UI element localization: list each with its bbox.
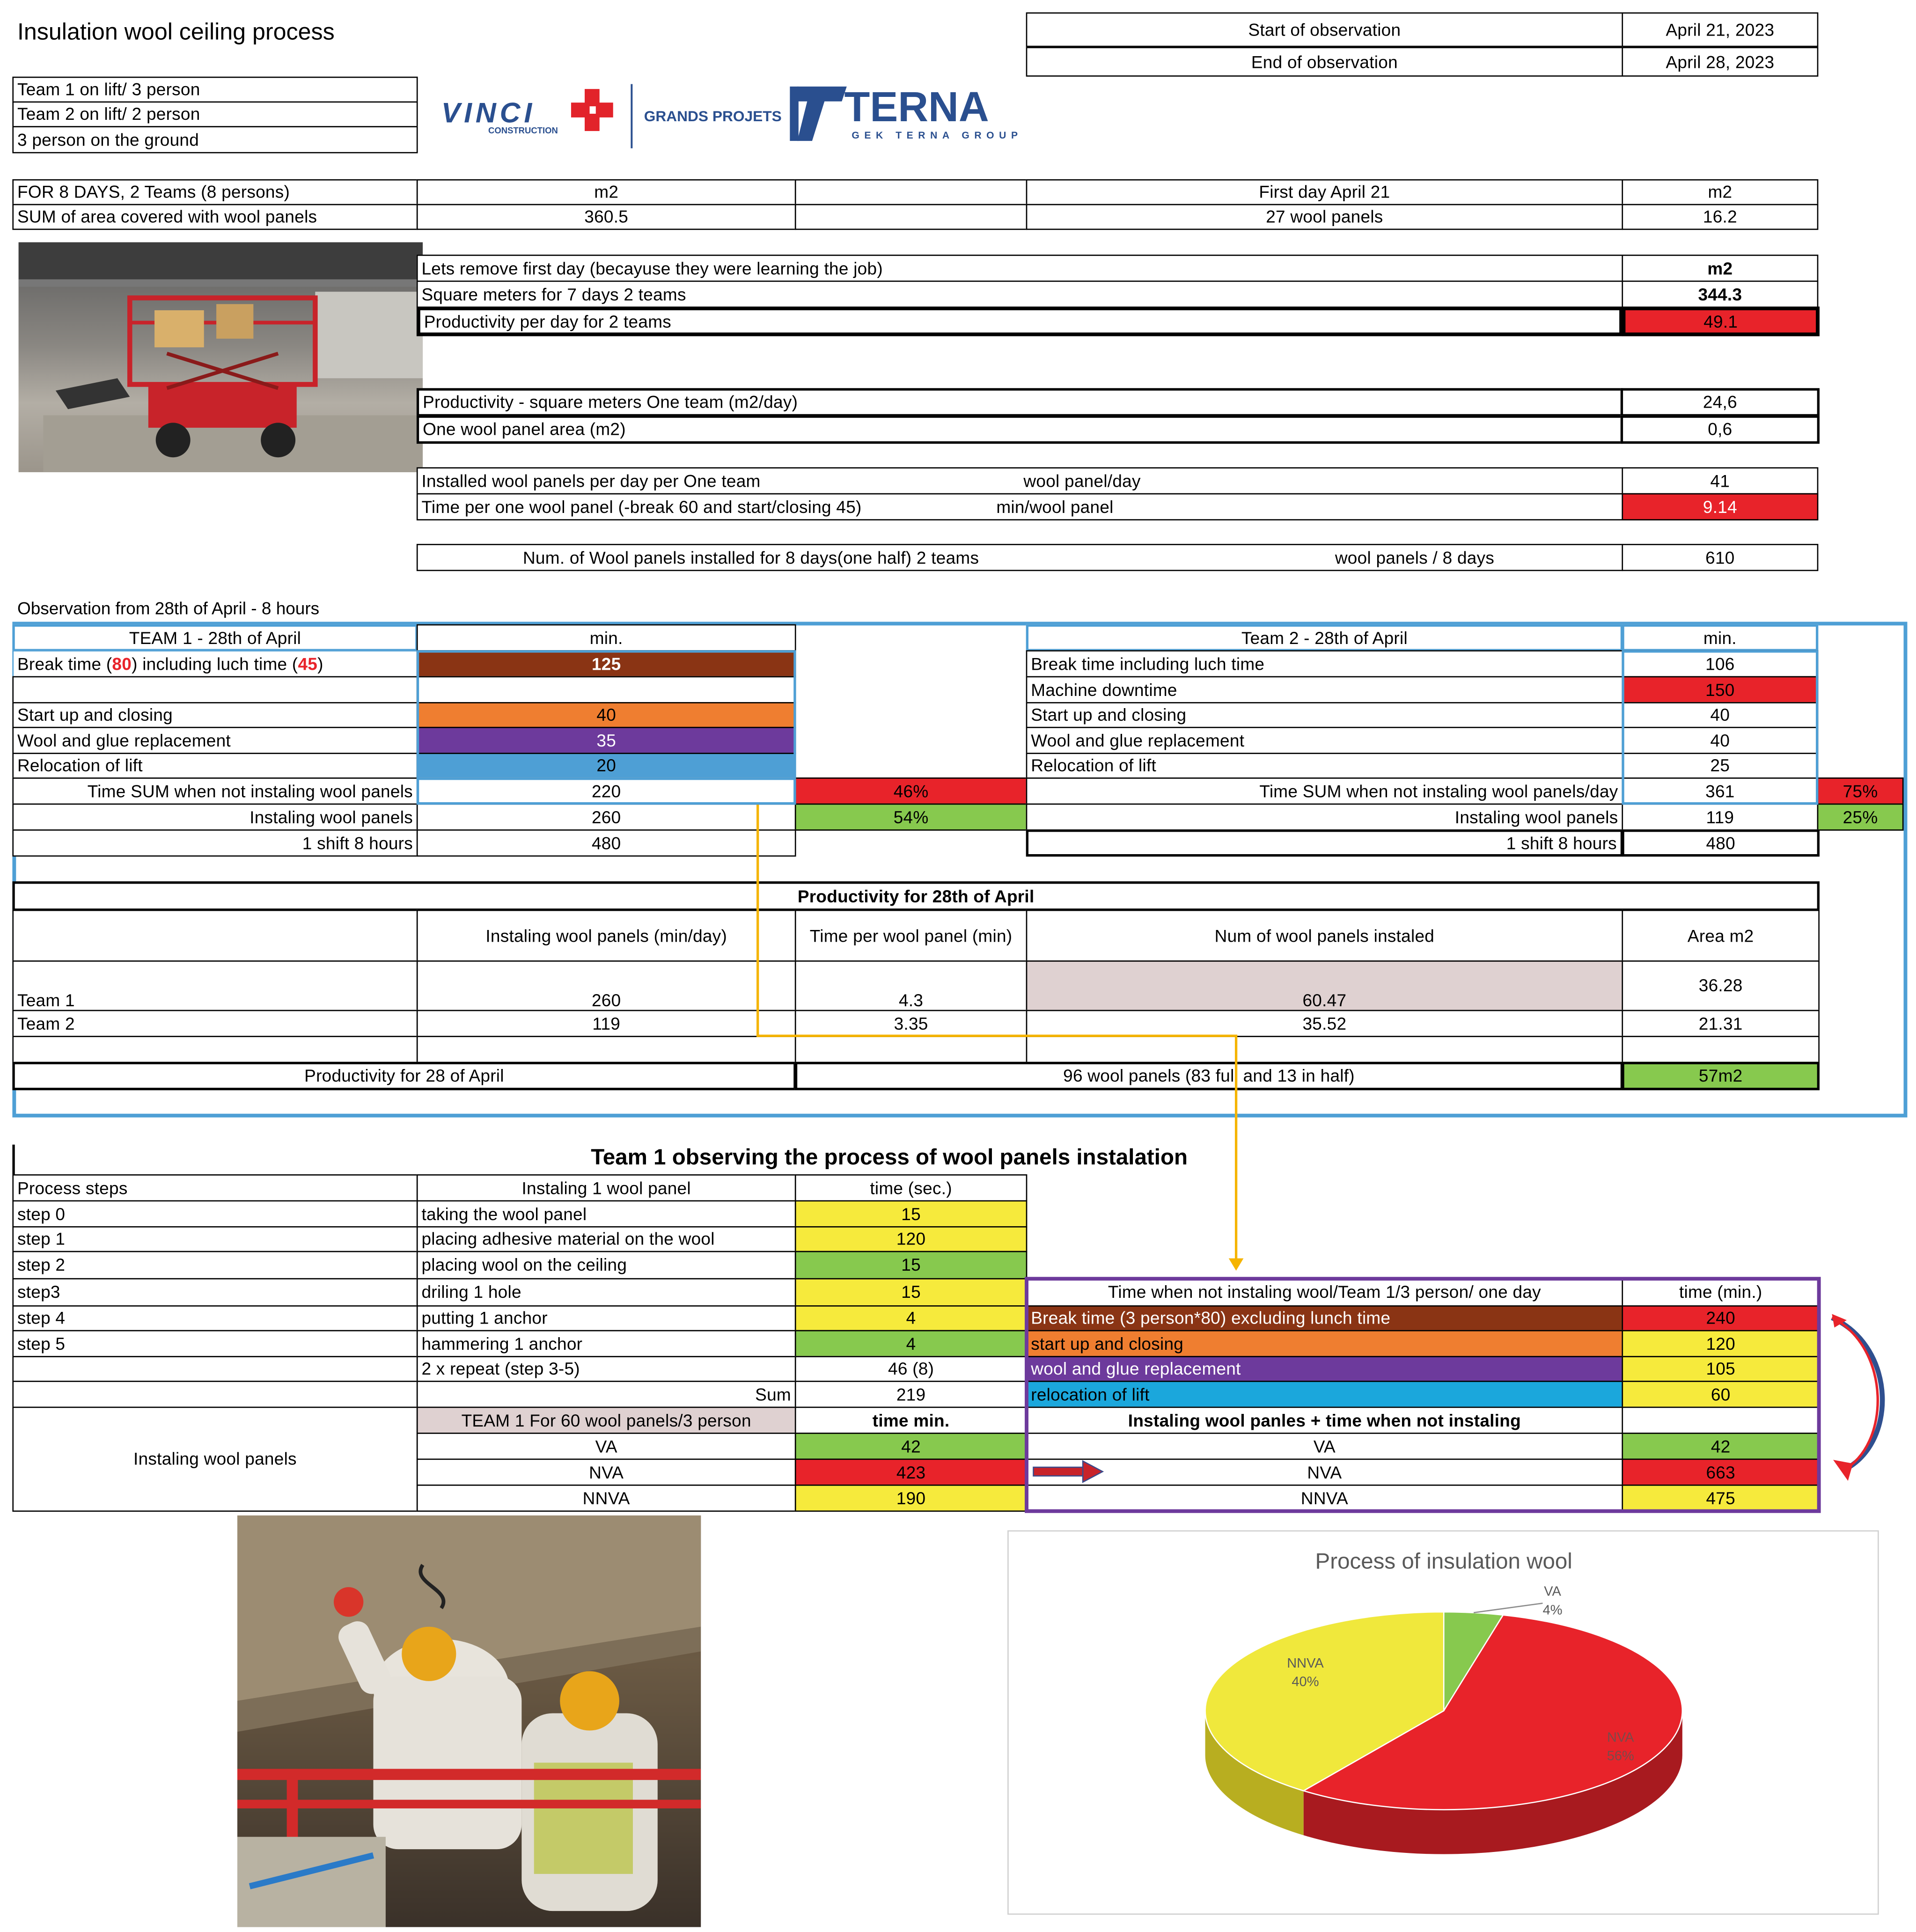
process-head-time: time (sec.) [795,1174,1027,1201]
prod28-total-panels: 96 wool panels (83 full and 13 in half) [795,1062,1623,1090]
prod-r4-value: 24,6 [1621,388,1820,417]
process-step-5-time: 4 [795,1330,1027,1357]
process-group-label: Instaling wool panels [12,1407,418,1512]
vinci-logo [441,84,782,148]
prod28-team1-label: Team 1 [12,960,418,1011]
team2-wool-value: 40 [1622,727,1818,754]
team2-installing-label: Instaling wool panels [1026,804,1623,831]
pie-leader-line [1474,1603,1542,1613]
svg-text:VINCI: VINCI [441,96,536,129]
pie-chart [1009,1531,1878,1913]
notinst-startup-label: start up and closing [1026,1330,1623,1357]
process-step-0-time: 15 [795,1200,1027,1228]
notinst-va-value: 42 [1622,1433,1819,1460]
prod-r6-label [417,467,1623,494]
notinst-header-unit: time (min.) [1622,1278,1819,1307]
prod28-team1-area: 36.28 [1622,960,1819,1011]
svg-text:GRANDS PROJETS: GRANDS PROJETS [644,107,782,124]
process-step-3-task: driling 1 hole [417,1278,796,1307]
process-step-3-time: 15 [795,1278,1027,1307]
prod-r1-value: m2 [1622,255,1818,282]
notinst-subheader: Instaling wool panles + time when not instaling [1026,1407,1623,1434]
prod28-blank-1 [417,1036,796,1063]
process-head-task: Instaling 1 wool panel [417,1174,796,1201]
prod28-head-1: Instaling wool panels (min/day) [417,910,796,962]
team1-shift-value: 480 [417,829,796,856]
team1-nva-label: NVA [417,1458,796,1486]
svg-text:GEK TERNA GROUP: GEK TERNA GROUP [852,130,1023,141]
team1-relocation-value: 20 [417,753,796,778]
observation-title: Observation from 28th of April - 8 hours [17,598,320,618]
svg-text:CONSTRUCTION: CONSTRUCTION [488,125,558,136]
notinst-subheader-blank [1622,1407,1819,1434]
process-step-5-name: step 5 [12,1330,418,1357]
process-step-2-name: step 2 [12,1251,418,1280]
process-step-0-task: taking the wool panel [417,1200,796,1228]
process-sum-value: 219 [795,1381,1027,1408]
process-sum-name [12,1381,418,1408]
notinst-va-label: VA [1026,1433,1623,1460]
prod-r5-label: One wool panel area (m2) [417,415,1623,444]
notinst-wool-label: wool and glue replacement [1026,1356,1623,1382]
team1-sum-pct: 46% [795,777,1027,805]
svg-text:TERNA: TERNA [844,83,989,131]
team2-downtime-label: Machine downtime [1026,676,1623,703]
end-observation-label: End of observation [1026,47,1623,76]
team1-startup-value: 40 [417,702,796,728]
notinst-header-label: Time when not instaling wool/Team 1/3 person/ one day [1026,1278,1623,1307]
pie-label-nnva-pct: 40% [1292,1674,1319,1690]
team1-sum-label: Time SUM when not instaling wool panels [12,777,418,805]
notinst-relocation-value: 60 [1622,1381,1819,1408]
team2-shift-value: 480 [1622,829,1819,856]
summary-r1-c5: m2 [1622,179,1818,205]
terna-logo [790,84,1022,141]
pie-title: Process of insulation wool [1315,1549,1572,1574]
process-title: Team 1 observing the process of wool panels instalation [591,1144,1188,1170]
prod-r7-label [417,493,1623,520]
prod28-team2-num: 35.52 [1026,1010,1623,1037]
prod28-blank-3 [1026,1036,1623,1063]
prod-r8-value: 610 [1622,544,1818,571]
team1-va-value: 42 [795,1433,1027,1460]
prod28-team2-label: Team 2 [12,1010,418,1037]
prod28-head-3: Num of wool panels instaled [1026,910,1623,962]
start-observation-label: Start of observation [1026,12,1623,47]
team2-sum-label: Time SUM when not instaling wool panels/day [1026,777,1623,805]
notinst-nnva-label: NNVA [1026,1485,1623,1512]
process-step-5-task: hammering 1 anchor [417,1330,796,1357]
pie-label-va-pct: 4% [1542,1603,1563,1618]
prod28-title: Productivity for 28th of April [12,881,1820,911]
process-repeat-name [12,1356,418,1382]
process-step-4-time: 4 [795,1305,1027,1331]
team1-wool-value: 35 [417,727,796,754]
team-info-1: Team 1 on lift/ 3 person [12,77,418,102]
process-step-4-name: step 4 [12,1305,418,1331]
team1-break-label [12,650,418,677]
team1-wool-label: Wool and glue replacement [12,727,418,754]
summary-r1-c2: m2 [417,179,796,205]
team1-nnva-label: NNVA [417,1485,796,1512]
summary-r2-c4: 27 wool panels [1026,204,1623,230]
notinst-nnva-value: 475 [1622,1485,1819,1512]
team1-break-num1: 80 [112,654,132,674]
prod-r4-label: Productivity - square meters One team (m2/day) [417,388,1623,417]
prod28-blank-0 [12,1036,418,1063]
team1-break-text-b: ) including luch time ( [132,654,298,674]
process-step-1-time: 120 [795,1226,1027,1252]
prod-r7-text: Time per one wool panel (-break 60 and start/closing 45) [421,497,862,517]
team1-va-label: VA [417,1433,796,1460]
team1-break-value: 125 [417,650,796,677]
team-info-3: 3 person on the ground [12,126,418,153]
workers-photo [237,1515,701,1927]
team1-installing-value: 260 [417,804,796,831]
summary-r2-c3 [795,204,1027,230]
pie-label-nva-name: NVA [1607,1730,1634,1745]
team1-installing-pct: 54% [795,804,1027,831]
team2-downtime-value: 150 [1622,676,1818,703]
team1-installing-label: Instaling wool panels [12,804,418,831]
prod-r5-value: 0,6 [1621,415,1820,444]
prod-r8-text: Num. of Wool panels installed for 8 days(one half) 2 teams [522,547,979,568]
team1-empty-value [417,676,796,703]
team1-relocation-label: Relocation of lift [12,753,418,778]
team2-installing-pct: 25% [1817,804,1904,831]
summary-r1-c1: FOR 8 DAYS, 2 Teams (8 persons) [12,179,418,205]
pie-label-nnva-name: NNVA [1287,1655,1324,1671]
team1-break-text-c: ) [317,654,323,674]
prod28-team2-area: 21.31 [1622,1010,1819,1037]
prod-r6-text: Installed wool panels per day per One team [421,471,761,491]
summary-r1-c3 [795,179,1027,205]
team2-sum-pct: 75% [1817,777,1904,805]
curved-arrow-icon [1832,1314,1882,1481]
team2-unit: min. [1622,624,1818,651]
prod28-team1-time: 4.3 [795,960,1027,1011]
prod-r2-value: 344.3 [1622,281,1818,308]
summary-r2-c2: 360.5 [417,204,796,230]
pie-label-nva-pct: 56% [1607,1748,1634,1764]
page-title: Insulation wool ceiling process [17,20,335,46]
team2-header: Team 2 - 28th of April [1026,624,1623,651]
prod28-total-area: 57m2 [1622,1062,1819,1090]
team2-break-label: Break time including luch time [1026,650,1623,677]
team1-break-text-a: Break time ( [17,654,112,674]
process-repeat-task: 2 x repeat (step 3-5) [417,1356,796,1382]
notinst-break-value: 240 [1622,1305,1819,1331]
prod28-blank-2 [795,1036,1027,1063]
summary-r1-c4: First day April 21 [1026,179,1623,205]
team1-startup-label: Start up and closing [12,702,418,728]
prod-r6-value: 41 [1622,467,1818,494]
process-step-2-task: placing wool on the ceiling [417,1251,796,1280]
process-step-3-name: step3 [12,1278,418,1307]
team2-startup-value: 40 [1622,702,1818,728]
team2-relocation-value: 25 [1622,753,1818,778]
summary-r2-c1: SUM of area covered with wool panels [12,204,418,230]
process-step-0-name: step 0 [12,1200,418,1228]
team2-startup-label: Start up and closing [1026,702,1623,728]
team2-sum-value: 361 [1622,777,1818,805]
team1-nva-value: 423 [795,1458,1027,1486]
process-repeat-time: 46 (8) [795,1356,1027,1382]
end-observation-value: April 28, 2023 [1622,47,1818,76]
prod28-head-0 [12,910,418,962]
start-observation-value: April 21, 2023 [1622,12,1818,47]
notinst-startup-value: 120 [1622,1330,1819,1357]
prod-r8-unit: wool panels / 8 days [1335,547,1495,568]
prod-r7-unit: min/wool panel [996,497,1114,517]
pie-label-va-name: VA [1544,1584,1561,1599]
orange-arrowhead [1229,1259,1244,1271]
prod28-blank-4 [1622,1036,1819,1063]
team2-wool-label: Wool and glue replacement [1026,727,1623,754]
team1-unit: min. [417,624,796,651]
prod-r8-label [417,544,1623,571]
team1-break-num2: 45 [298,654,318,674]
prod-r1-label: Lets remove first day (becayuse they were learning the job) [417,255,1623,282]
notinst-break-label: Break time (3 person*80) excluding lunch time [1026,1305,1623,1331]
team1-60-header: TEAM 1 For 60 wool panels/3 person [417,1407,796,1434]
prod-r3-value: 49.1 [1622,307,1819,336]
prod28-team1-num: 60.47 [1026,960,1623,1011]
team1-empty-label [12,676,418,703]
team1-shift-label: 1 shift 8 hours [12,829,418,856]
team1-sum-value: 220 [417,777,796,805]
prod28-head-2: Time per wool panel (min) [795,910,1027,962]
prod-r3-label: Productivity per day for 2 teams [417,307,1623,336]
notinst-relocation-label: relocation of lift [1026,1381,1623,1408]
prod28-team1-min: 260 [417,960,796,1011]
process-head-steps: Process steps [12,1174,418,1201]
summary-r2-c5: 16.2 [1622,204,1818,230]
prod-r2-label: Square meters for 7 days 2 teams [417,281,1623,308]
team1-header: TEAM 1 - 28th of April [12,624,418,651]
team2-shift-label: 1 shift 8 hours [1026,829,1623,856]
process-sum-label: Sum [417,1381,796,1408]
process-step-1-task: placing adhesive material on the wool [417,1226,796,1252]
team2-break-value: 106 [1622,650,1818,677]
process-title-border [12,1145,15,1174]
team1-nnva-value: 190 [795,1485,1027,1512]
team2-relocation-label: Relocation of lift [1026,753,1623,778]
prod28-total-label: Productivity for 28 of April [12,1062,796,1090]
notinst-nva-label: NVA [1026,1458,1623,1486]
process-step-2-time: 15 [795,1251,1027,1280]
team2-installing-value: 119 [1622,804,1818,831]
team-info-2: Team 2 on lift/ 2 person [12,102,418,127]
prod28-team2-min: 119 [417,1010,796,1037]
prod-r7-value: 9.14 [1622,493,1818,520]
notinst-wool-value: 105 [1622,1356,1819,1382]
pie-chart-container [1007,1530,1879,1915]
process-step-1-name: step 1 [12,1226,418,1252]
prod28-head-4: Area m2 [1622,910,1819,962]
process-step-4-task: putting 1 anchor [417,1305,796,1331]
prod28-team2-time: 3.35 [795,1010,1027,1037]
lift-photo [19,242,423,472]
company-logos [439,77,1032,151]
prod-r6-unit: wool panel/day [1023,471,1141,491]
team1-60-time-header: time min. [795,1407,1027,1434]
notinst-nva-value: 663 [1622,1458,1819,1486]
